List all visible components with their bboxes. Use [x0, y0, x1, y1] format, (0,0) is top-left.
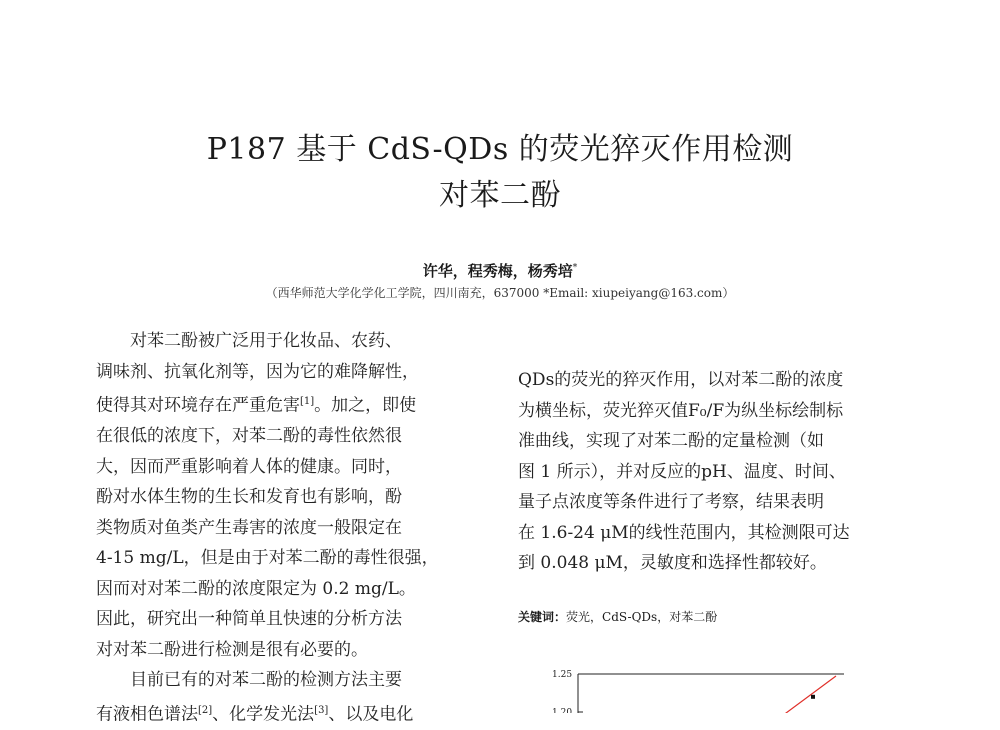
body-line: [96, 387, 468, 421]
affiliation: （西华师范大学化学化工学院，四川南充，637000 *Email: xiupeiyang@163.com）: [265, 286, 735, 300]
body-line: 对对苯二酚进行检测是很有必要的。: [96, 639, 368, 660]
citation-ref: [2]: [198, 704, 213, 716]
body-line: 为横坐标，荧光猝灭值F₀/F为纵坐标绘制标: [518, 400, 844, 421]
body-line: 到 0.048 μM，灵敏度和选择性都较好。: [518, 553, 827, 573]
body-line: 准曲线，实现了对苯二酚的定量检测（如: [518, 431, 824, 451]
citation-ref: [1]: [300, 396, 315, 407]
body-line: 在 1.6-24 μM的线性范围内，其检测限可达: [518, 522, 850, 543]
body-line: 酚对水体生物的生长和发育也有影响，酚: [96, 487, 402, 508]
body-text: 使得其对环境存在严重危害: [96, 395, 300, 416]
author-names: 许华，程秀梅，杨秀培: [422, 262, 573, 280]
paper-title-line-1: P187 基于 CdS-QDs 的荧光猝灭作用检测: [206, 132, 794, 167]
body-text: 。加之，即使: [314, 395, 417, 416]
calibration-chart: [534, 656, 864, 717]
body-line: 4-15 mg/L，但是由于对苯二酚的毒性很强，: [96, 548, 439, 569]
y-tick-label: 1.25: [552, 670, 573, 680]
body-line: 在很低的浓度下，对苯二酚的毒性依然很: [96, 426, 402, 447]
body-line: 量子点浓度等条件进行了考察，结果表明: [518, 492, 824, 512]
body-line: 目前已有的对苯二酚的检测方法主要: [130, 670, 402, 691]
body-line: 对苯二酚被广泛用于化妆品、农药、: [130, 331, 402, 351]
body-line: 调味剂、抗氧化剂等，因为它的难降解性，: [96, 361, 419, 382]
body-line: 类物质对鱼类产生毒害的浓度一般限定在: [96, 517, 402, 538]
y-tick-label: 1.20: [552, 708, 573, 713]
keywords: [518, 608, 717, 625]
body-line: QDs的荧光的猝灭作用，以对苯二酚的浓度: [518, 370, 844, 390]
corresponding-author-mark: *: [572, 263, 578, 273]
data-point: [811, 695, 815, 699]
body-line: 大，因而严重影响着人体的健康。同时，: [96, 456, 402, 477]
body-text: 、化学发光法: [212, 704, 315, 725]
keywords-text: 荧光，CdS-QDs，对苯二酚: [566, 610, 718, 624]
body-text: 、以及电化: [328, 704, 414, 725]
body-line: 因而对对苯二酚的浓度限定为 0.2 mg/L。: [96, 578, 416, 599]
left-column: [96, 326, 468, 730]
body-text: 有液相色谱法: [96, 704, 198, 725]
keywords-label: 关键词：: [518, 610, 567, 624]
author-list: [0, 260, 1000, 281]
fit-line: [782, 676, 836, 713]
chart-svg: [534, 656, 864, 713]
citation-ref: [3]: [314, 704, 329, 716]
body-line: 图 1 所示），并对反应的pH、温度、时间、: [518, 461, 846, 482]
right-column: [518, 365, 890, 579]
body-line: 因此，研究出一种简单且快速的分析方法: [96, 609, 402, 630]
paper-title-line-2: 对苯二酚: [439, 178, 561, 213]
